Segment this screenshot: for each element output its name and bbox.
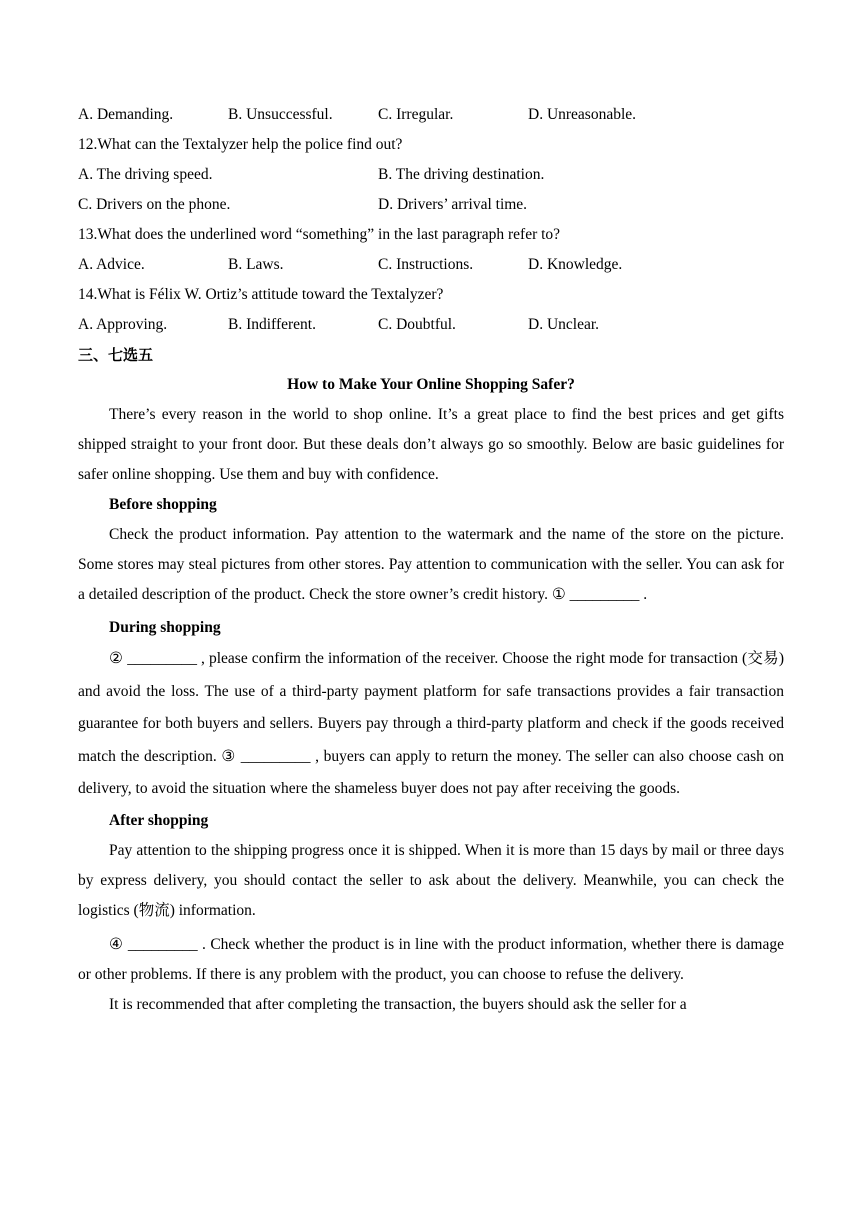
q12-question: 12.What can the Textalyzer help the police find out? [78, 136, 403, 153]
after-shopping-paragraph-1: Pay attention to the shipping progress once it is shipped. When it is more than 15 days by mail or three days by express delivery, you should contact the seller to ask about the delivery. Meanwhile, you can check the logistics (物流) information. [78, 841, 784, 919]
q14-options [78, 310, 784, 340]
before-shopping-paragraph: Check the product information. Pay attention to the watermark and the name of the store on the picture. Some stores may steal pictures from other stores. Pay attention to communication with the seller. You can ask for a detailed description of the product. Check the store owner’s credit history. ① _________ . [78, 526, 784, 603]
q12-options-row2 [78, 190, 784, 220]
during-shopping-paragraph: ② _________ , please confirm the information of the receiver. Choose the right mode for transaction (交易) and avoid the loss. The use of a third-party payment platform for safe transactions provides a fair transaction guarantee for both buyers and sellers. Buyers pay through a third-party platform and check if the goods received match the description. ③ _________ , buyers can apply to return the money. The seller can also choose cash on delivery, to avoid the situation where the shameless buyer does not pay after receiving the goods. [78, 650, 784, 797]
passage-title: How to Make Your Online Shopping Safer? [287, 376, 575, 393]
q13-options [78, 250, 784, 280]
after-shopping-heading: After shopping [109, 811, 209, 829]
q13-option-d: D. Knowledge. [528, 256, 623, 273]
q12-option-d: D. Drivers’ arrival time. [378, 196, 528, 213]
q14-question: 14.What is Félix W. Ortiz’s attitude toward the Textalyzer? [78, 286, 444, 303]
q12-options-row1 [78, 160, 784, 190]
q11-option-a: A. Demanding. [78, 106, 174, 123]
q13-option-b: B. Laws. [228, 256, 284, 273]
q13-option-c: C. Instructions. [378, 256, 474, 273]
q11-option-b: B. Unsuccessful. [228, 106, 333, 123]
q12-option-a: A. The driving speed. [78, 166, 213, 183]
q11-option-d: D. Unreasonable. [528, 106, 637, 123]
intro-paragraph: There’s every reason in the world to shop online. It’s a great place to find the best prices and get gifts shipped straight to your front door. But these deals don’t always go so smoothly. Below are basic guidelines for safer online shopping. Use them and buy with confidence. [78, 406, 784, 483]
during-shopping-heading: During shopping [109, 619, 221, 636]
q14-option-a: A. Approving. [78, 316, 168, 333]
q13-question: 13.What does the underlined word “something” in the last paragraph refer to? [78, 226, 561, 243]
q11-options [78, 100, 784, 130]
q13-option-a: A. Advice. [78, 256, 145, 273]
document-page [78, 100, 784, 1020]
closing-paragraph: It is recommended that after completing the transaction, the buyers should ask the seller for a [109, 995, 687, 1013]
q11-option-c: C. Irregular. [378, 106, 454, 123]
after-shopping-paragraph-2: ④ _________ . Check whether the product is in line with the product information, whether there is damage or other problems. If there is any problem with the product, you can choose to refuse the delivery. [78, 935, 784, 983]
q12-option-c: C. Drivers on the phone. [78, 196, 231, 213]
before-shopping-heading: Before shopping [109, 496, 217, 513]
q14-option-c: C. Doubtful. [378, 316, 456, 333]
q14-option-b: B. Indifferent. [228, 316, 316, 333]
section-heading: 三、七选五 [78, 346, 154, 364]
q14-option-d: D. Unclear. [528, 316, 600, 333]
q12-option-b: B. The driving destination. [378, 166, 545, 183]
